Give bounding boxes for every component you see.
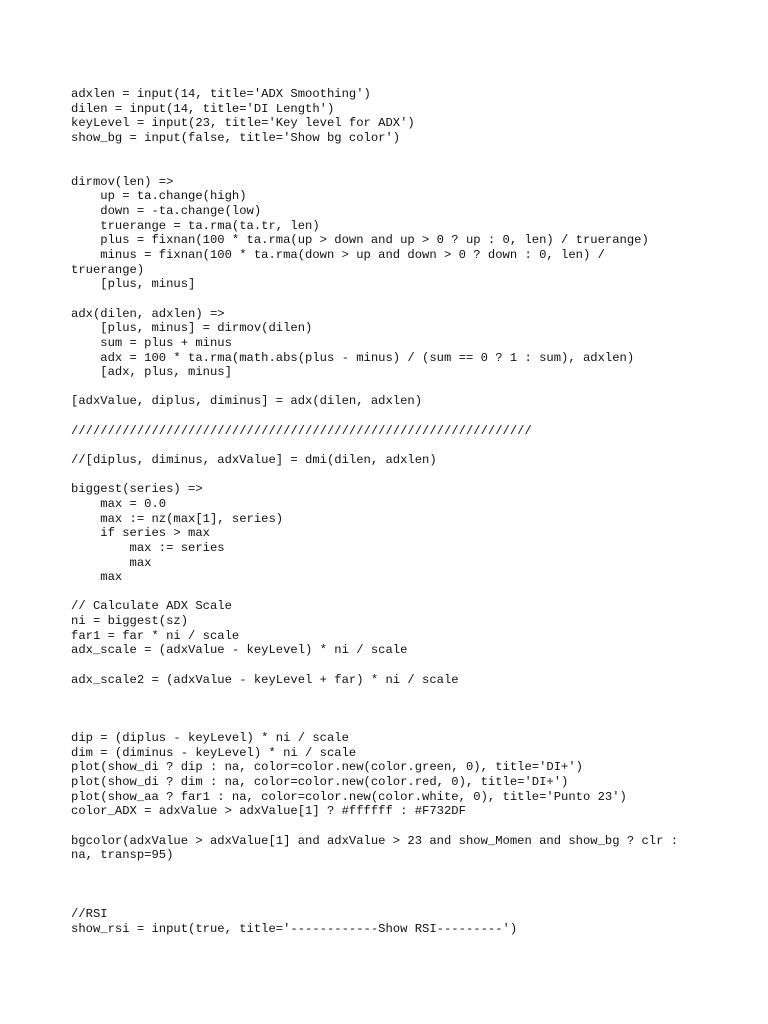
- code-line: show_bg = input(false, title='Show bg color'): [71, 130, 401, 145]
- code-line: //RSI: [71, 906, 108, 921]
- code-line: na, transp=95): [71, 848, 174, 863]
- code-line: plus = fixnan(100 * ta.rma(up > down and up > 0 ? up : 0, len) / truerange): [71, 233, 649, 248]
- code-line: plot(show_di ? dim : na, color=color.new(color.red, 0), title='DI+'): [71, 775, 569, 790]
- code-line: [71, 438, 711, 453]
- code-line: max := series: [71, 540, 225, 555]
- code-line: //[diplus, diminus, adxValue] = dmi(dilen, adxlen): [71, 453, 437, 468]
- code-line: far1 = far * ni / scale: [71, 628, 240, 643]
- code-line: [adxValue, diplus, diminus] = adx(dilen, adxlen): [71, 394, 423, 409]
- code-line: [71, 409, 711, 424]
- code-line: [71, 717, 711, 732]
- code-line: // Calculate ADX Scale: [71, 599, 232, 614]
- code-line: keyLevel = input(23, title='Key level for ADX'): [71, 116, 415, 131]
- code-line: dirmov(len) =>: [71, 174, 174, 189]
- code-line: [71, 863, 711, 878]
- code-line: max := nz(max[1], series): [71, 511, 284, 526]
- code-line: [71, 146, 711, 161]
- code-line: [71, 658, 711, 673]
- code-line: [71, 160, 711, 175]
- code-line: adx_scale2 = (adxValue - keyLevel + far) * ni / scale: [71, 672, 459, 687]
- code-line: if series > max: [71, 526, 210, 541]
- code-block: [71, 87, 711, 936]
- code-line: [71, 892, 711, 907]
- code-line: max: [71, 570, 123, 585]
- code-line: biggest(series) =>: [71, 482, 203, 497]
- code-line: [adx, plus, minus]: [71, 365, 232, 380]
- code-line: plot(show_di ? dip : na, color=color.new(color.green, 0), title='DI+'): [71, 760, 583, 775]
- code-line: bgcolor(adxValue > adxValue[1] and adxValue > 23 and show_Momen and show_bg ? clr :: [71, 833, 679, 848]
- code-line: ni = biggest(sz): [71, 614, 189, 629]
- code-line: sum = plus + minus: [71, 335, 232, 350]
- code-line: down = -ta.change(low): [71, 204, 262, 219]
- code-line: [plus, minus]: [71, 277, 196, 292]
- code-line: adx = 100 * ta.rma(math.abs(plus - minus) / (sum == 0 ? 1 : sum), adxlen): [71, 350, 635, 365]
- code-line: max = 0.0: [71, 496, 167, 511]
- code-line: plot(show_aa ? far1 : na, color=color.new(color.white, 0), title='Punto 23'): [71, 789, 627, 804]
- code-line: ///////////////////////////////////////////////////////////////: [71, 423, 532, 438]
- code-line: up = ta.change(high): [71, 189, 247, 204]
- code-line: dilen = input(14, title='DI Length'): [71, 101, 335, 116]
- code-line: [71, 292, 711, 307]
- code-line: [plus, minus] = dirmov(dilen): [71, 321, 313, 336]
- code-line: [71, 585, 711, 600]
- code-line: dip = (diplus - keyLevel) * ni / scale: [71, 731, 349, 746]
- code-line: [71, 468, 711, 483]
- code-line: max: [71, 555, 152, 570]
- code-line: [71, 819, 711, 834]
- code-line: adxlen = input(14, title='ADX Smoothing'): [71, 87, 371, 101]
- code-line: [71, 702, 711, 717]
- code-line: truerange = ta.rma(ta.tr, len): [71, 218, 320, 233]
- code-line: [71, 380, 711, 395]
- code-line: [71, 878, 711, 893]
- code-line: show_rsi = input(true, title='------------Show RSI---------'): [71, 921, 518, 936]
- code-line: minus = fixnan(100 * ta.rma(down > up and down > 0 ? down : 0, len) /: [71, 248, 605, 263]
- code-line: truerange): [71, 262, 145, 277]
- code-line: color_ADX = adxValue > adxValue[1] ? #ffffff : #F732DF: [71, 804, 466, 819]
- code-line: dim = (diminus - keyLevel) * ni / scale: [71, 745, 357, 760]
- code-line: adx(dilen, adxlen) =>: [71, 306, 225, 321]
- code-line: [71, 687, 711, 702]
- code-line: adx_scale = (adxValue - keyLevel) * ni / scale: [71, 643, 408, 658]
